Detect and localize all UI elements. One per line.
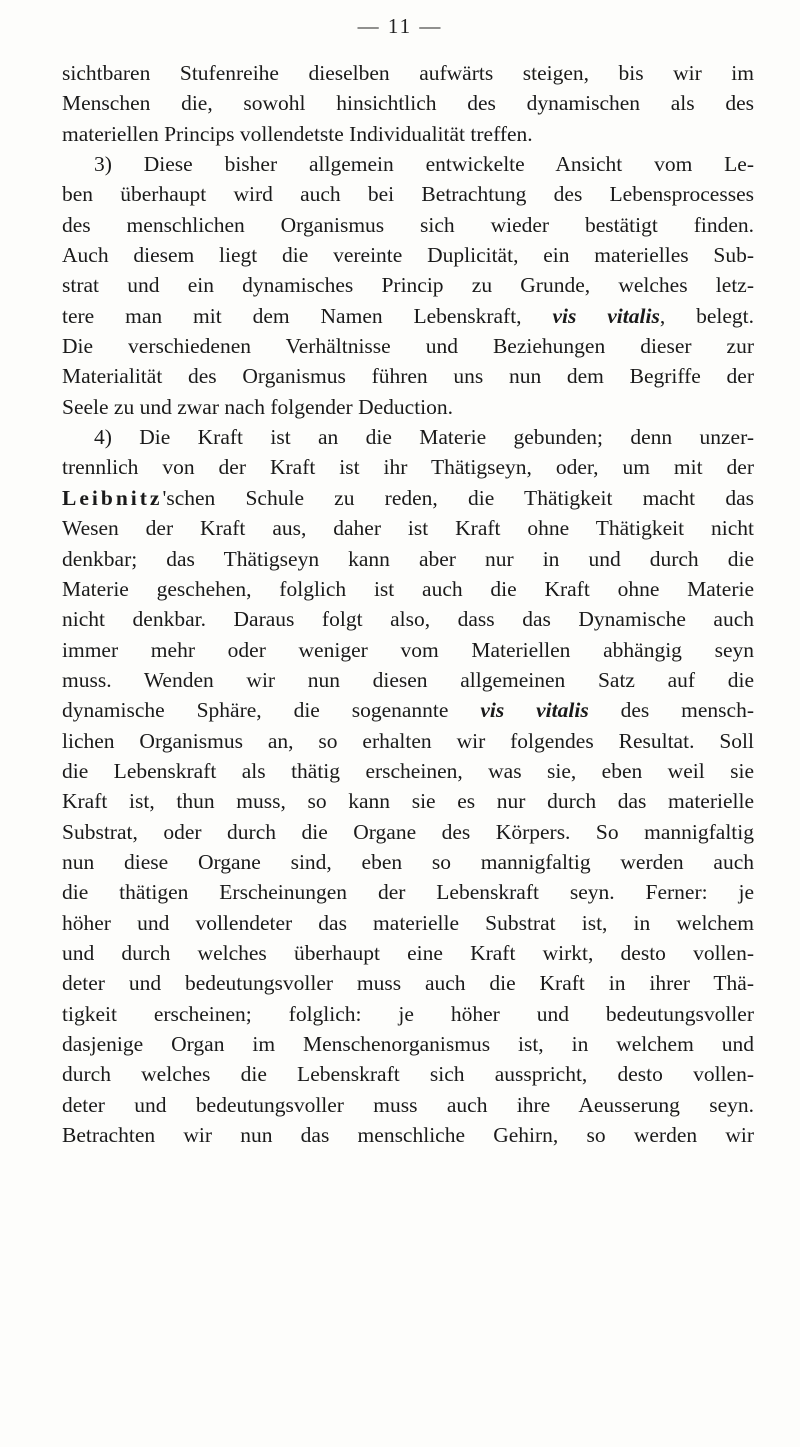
text-line: lichen Organismus an, so erhalten wir folgendes Resultat. Soll xyxy=(62,728,754,753)
text-line: Auch diesem liegt die vereinte Duplicität, ein materielles Sub- xyxy=(62,243,754,268)
text-fragment: des mensch- xyxy=(588,698,754,723)
text-line: durch welches die Lebenskraft sich ausspricht, desto vollen- xyxy=(62,1062,754,1087)
text-line: sichtbaren Stufenreihe dieselben aufwärts steigen, bis wir im xyxy=(62,61,754,85)
leibnitz-name: Leibnitz xyxy=(62,485,163,510)
text-line: Seele zu und zwar nach folgender Deduction. xyxy=(62,394,454,419)
text-fragment: dynamische Sphäre, die sogenannte xyxy=(62,698,481,723)
text-line: Wesen der Kraft aus, daher ist Kraft ohne Thätigkeit nicht xyxy=(62,516,754,541)
text-line: und durch welches überhaupt eine Kraft wirkt, desto vollen- xyxy=(62,940,754,965)
text-line: Substrat, oder durch die Organe des Körpers. So mannigfaltig xyxy=(62,819,754,844)
text-line: Materialität des Organismus führen uns nun dem Begriffe der xyxy=(62,364,754,389)
text-line: nun diese Organe sind, eben so mannigfaltig werden auch xyxy=(62,849,754,874)
text-line: trennlich von der Kraft ist ihr Thätigseyn, oder, um mit der xyxy=(62,455,754,480)
text-line: ben überhaupt wird auch bei Betrachtung des Lebensprocesses xyxy=(62,182,754,207)
text-line: nicht denkbar. Daraus folgt also, dass das Dynamische auch xyxy=(62,607,754,632)
text-line: Menschen die, sowohl hinsichtlich des dynamischen als des xyxy=(62,91,754,116)
text-line: denkbar; das Thätigseyn kann aber nur in und durch die xyxy=(62,546,754,571)
text-line: tigkeit erscheinen; folglich: je höher und bedeutungsvoller xyxy=(62,1001,754,1026)
text-line: materiellen Princips vollendetste Individualität treffen. xyxy=(62,121,533,146)
text-fragment: 'schen Schule zu reden, die Thätigkeit macht das xyxy=(162,485,754,510)
vis-vitalis-term: vis vitalis xyxy=(480,698,589,723)
text-line: muss. Wenden wir nun diesen allgemeinen Satz auf die xyxy=(62,667,754,692)
text-line: die Lebenskraft als thätig erscheinen, was sie, eben weil sie xyxy=(62,758,754,783)
text-line xyxy=(62,483,754,513)
page-number: — 11 — xyxy=(357,14,443,38)
text-line: Die verschiedenen Verhältnisse und Beziehungen dieser zur xyxy=(62,334,754,359)
text-line xyxy=(62,301,754,331)
text-line: deter und bedeutungsvoller muss auch ihre Aeusserung seyn. xyxy=(62,1092,754,1117)
text-line: Kraft ist, thun muss, so kann sie es nur durch das materielle xyxy=(62,789,754,814)
text-line: 3) Diese bisher allgemein entwickelte Ansicht vom Le- xyxy=(94,152,754,177)
text-line: die thätigen Erscheinungen der Lebenskraft seyn. Ferner: je xyxy=(62,880,754,905)
text-fragment: , belegt. xyxy=(659,303,754,328)
vis-vitalis-term: vis vitalis xyxy=(552,303,660,328)
text-line: Betrachten wir nun das menschliche Gehirn, so werden wir xyxy=(62,1123,754,1148)
text-line: des menschlichen Organismus sich wieder bestätigt finden. xyxy=(62,212,754,237)
text-fragment: tere man mit dem Namen Lebenskraft, xyxy=(62,303,553,328)
text-line: immer mehr oder weniger vom Materiellen abhängig seyn xyxy=(62,637,754,662)
text-line xyxy=(62,695,754,725)
text-line: höher und vollendeter das materielle Substrat ist, in welchem xyxy=(62,910,754,935)
text-line: strat und ein dynamisches Princip zu Grunde, welches letz- xyxy=(62,273,754,298)
text-line: 4) Die Kraft ist an die Materie gebunden; denn unzer- xyxy=(94,425,754,450)
text-line: dasjenige Organ im Menschenorganismus ist, in welchem und xyxy=(62,1032,754,1056)
body-text xyxy=(62,58,754,1150)
text-line: deter und bedeutungsvoller muss auch die Kraft in ihrer Thä- xyxy=(62,971,754,996)
text-line: Materie geschehen, folglich ist auch die Kraft ohne Materie xyxy=(62,576,754,601)
